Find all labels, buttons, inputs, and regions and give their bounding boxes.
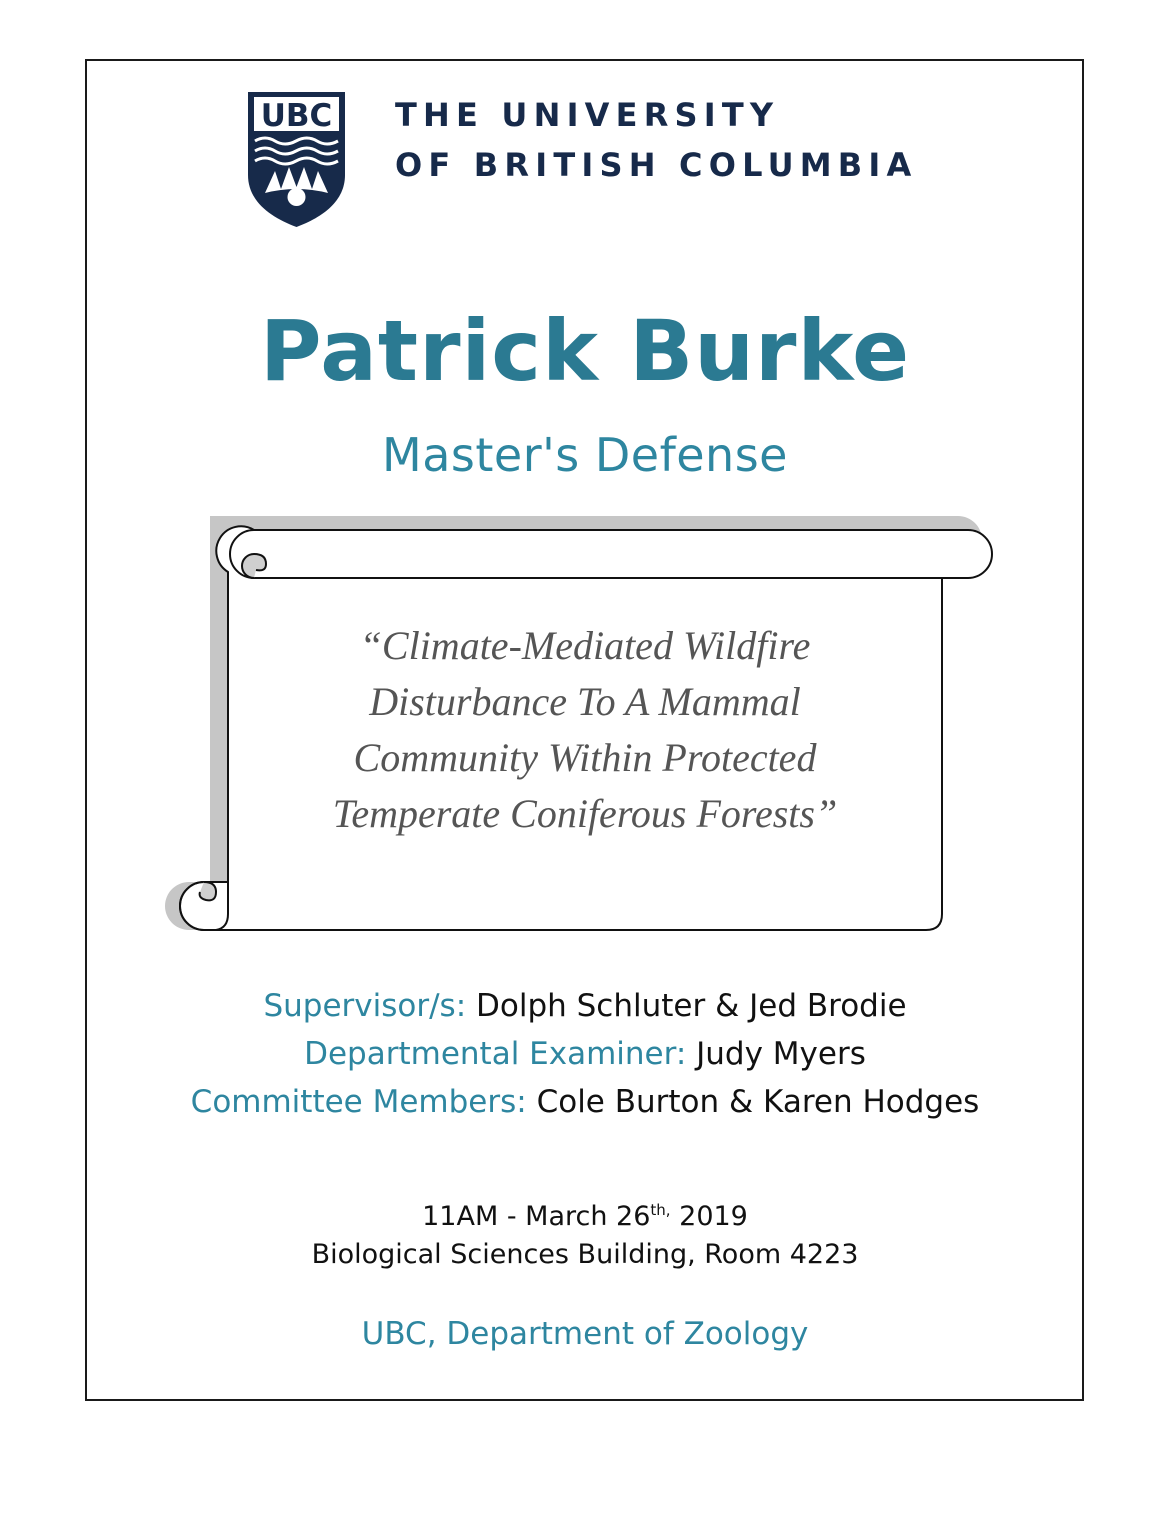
date-ordinal-suffix: th, [650,1201,671,1219]
members-row [0,1078,1170,1126]
examiner-value: Judy Myers [696,1036,866,1072]
supervisor-value: Dolph Schluter & Jed Brodie [476,988,907,1024]
candidate-name: Patrick Burke [259,302,911,400]
thesis-title [230,618,940,842]
event-title: Master's Defense [382,428,788,482]
thesis-line-1: “Climate-Mediated Wildfire [359,623,811,668]
members-label: Committee Members: [190,1084,527,1120]
thesis-line-4: Temperate Coniferous Forests” [332,791,838,836]
committee-section [0,982,1170,1126]
supervisor-label: Supervisor/s: [263,988,467,1024]
supervisor-row [0,982,1170,1030]
event-year: 2019 [670,1201,748,1232]
ubc-logo-text: UBC [260,98,333,134]
members-value: Cole Burton & Karen Hodges [536,1084,980,1120]
university-name-line2: OF BRITISH COLUMBIA [395,146,918,184]
university-name-line1: THE UNIVERSITY [395,96,780,134]
thesis-line-3: Community Within Protected [353,735,817,780]
ubc-crest-logo [245,89,348,229]
event-datetime [0,1198,1170,1236]
event-details [0,1198,1170,1274]
event-location: Biological Sciences Building, Room 4223 [311,1239,859,1270]
examiner-row [0,1030,1170,1078]
event-time-date: 11AM - March 26 [422,1201,651,1232]
examiner-label: Departmental Examiner: [304,1036,687,1072]
thesis-line-2: Disturbance To A Mammal [369,679,801,724]
department-name: UBC, Department of Zoology [361,1316,809,1352]
